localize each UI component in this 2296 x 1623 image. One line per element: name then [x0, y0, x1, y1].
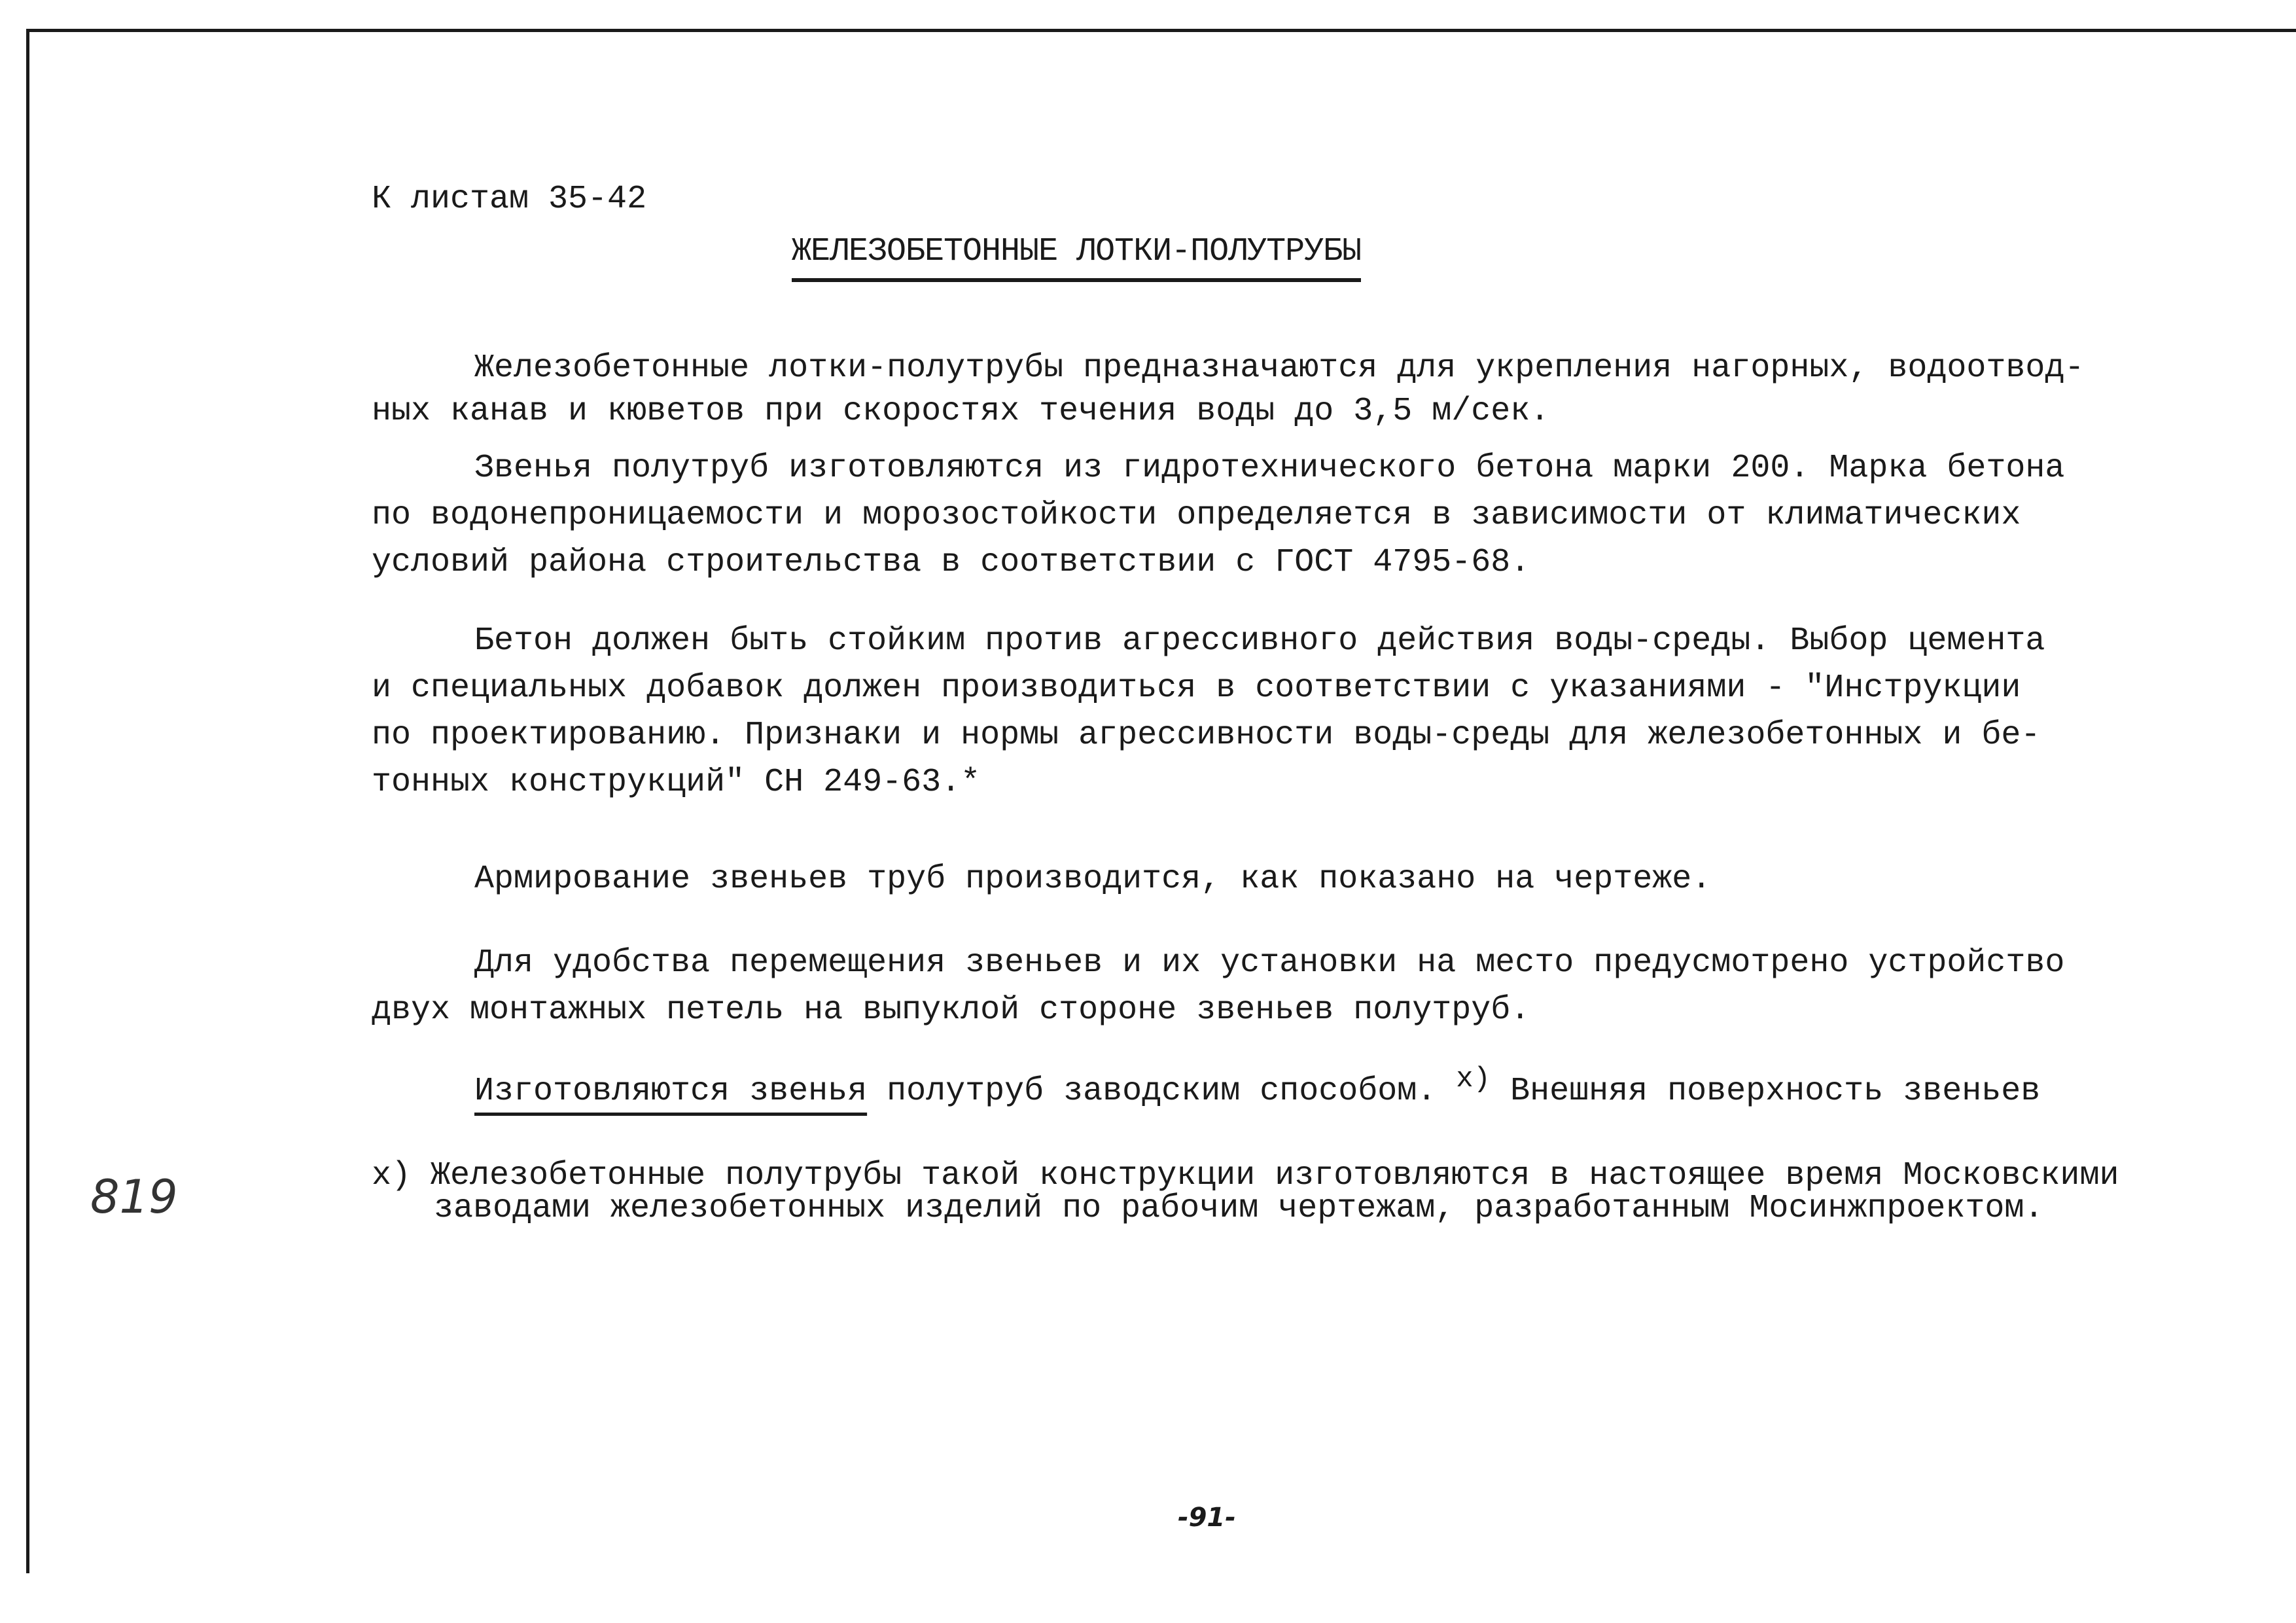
paragraph-line: ных канав и кюветов при скоростях течения воды до 3,5 м/сек.	[372, 393, 1550, 430]
paragraph-line: тонных конструкций" СН 249-63.*	[372, 764, 981, 801]
paragraph-line: Звенья полутруб изготовляются из гидротехнического бетона марки 200. Марка бетона	[474, 450, 2065, 487]
sheet-reference: К листам 35-42	[372, 181, 647, 218]
paragraph-concrete-grade	[372, 445, 2064, 586]
frame-border-top	[26, 29, 2296, 32]
paragraph-line: Железобетонные лотки-полутрубы предназначаются для укрепления нагорных, водоотвод-	[474, 349, 2085, 387]
paragraph-line: по проектированию. Признаки и нормы агрессивности воды-среды для железобетонных и бе-	[372, 717, 2041, 754]
paragraph-line: и специальных добавок должен производиться в соответствии с указаниями - "Инструкции	[372, 669, 2021, 707]
frame-border-left	[26, 29, 29, 1573]
footnote-text: Железобетонные полутрубы такой конструкции изготовляются в настоящее время Московскими	[431, 1157, 2119, 1194]
paragraph-line: двух монтажных петель на выпуклой стороне звеньев полутруб.	[372, 991, 1530, 1029]
paragraph-line	[372, 1063, 2041, 1116]
paragraph-line: условий района строительства в соответствии с ГОСТ 4795-68.	[372, 544, 1530, 581]
paragraph-line: Бетон должен быть стойким против агрессивного действия воды-среды. Выбор цемента	[474, 622, 2045, 660]
footnote-line: заводами железобетонных изделий по рабочим чертежам, разработанным Мосинжпроектом.	[434, 1190, 2044, 1227]
paragraph-purpose	[372, 347, 2084, 433]
footnote-marker: х)	[372, 1157, 412, 1194]
underlined-phrase: Изготовляются звенья	[474, 1073, 868, 1110]
page-number: -91-	[1178, 1503, 1236, 1533]
paragraph-manufacturing	[372, 1063, 2041, 1116]
paragraph-reinforcement	[372, 856, 1711, 903]
document-title: ЖЕЛЕЗОБЕТОННЫЕ ЛОТКИ-ПОЛУТРУБЫ	[792, 233, 1361, 282]
paragraph-line: Армирование звеньев труб производится, как показано на чертеже.	[474, 861, 1712, 898]
paragraph-text: полутруб заводским способом.	[867, 1073, 1457, 1110]
handwritten-margin-number: 819	[90, 1170, 178, 1224]
paragraph-text: Внешняя поверхность звеньев	[1491, 1073, 2041, 1110]
paragraph-aggressive-environment	[372, 618, 2045, 806]
footnote-line	[372, 1157, 2119, 1194]
paragraph-lifting-loops	[372, 940, 2064, 1034]
paragraph-line: Для удобства перемещения звеньев и их установки на место предусмотрено устройство	[474, 944, 2065, 982]
paragraph-line: по водонепроницаемости и морозостойкости определяется в зависимости от климатических	[372, 497, 2021, 534]
footnote	[372, 1157, 2119, 1227]
footnote-reference: х)	[1456, 1063, 1491, 1096]
